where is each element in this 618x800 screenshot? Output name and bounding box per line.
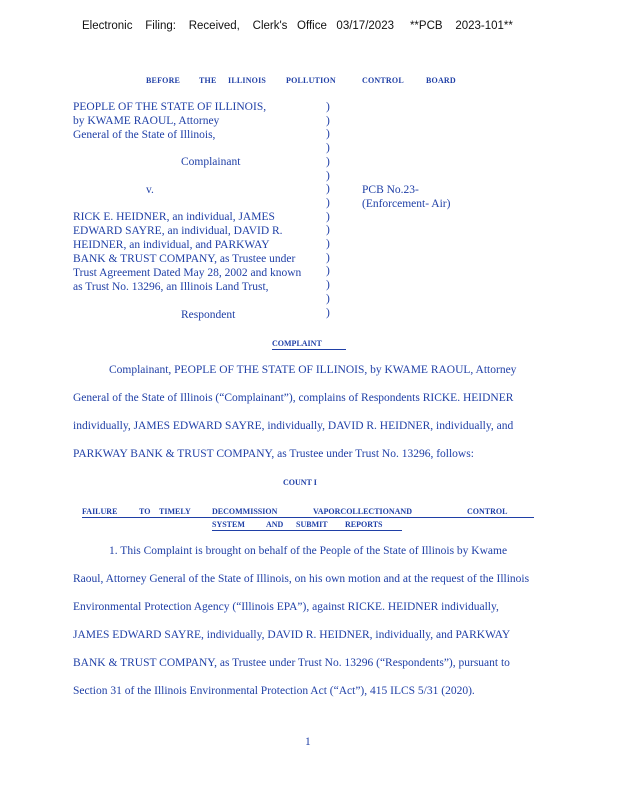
count-heading-word: VAPORCOLLECTIONAND: [313, 507, 412, 516]
count-label: COUNT I: [283, 478, 317, 487]
count-heading-word: CONTROL: [467, 507, 508, 516]
caption-defendant-line: EDWARD SAYRE, an individual, DAVID R.: [73, 225, 283, 237]
paragraph-line: 1. This Complaint is brought on behalf of the People of the State of Illinois by Kwame: [109, 545, 508, 557]
case-type: (Enforcement- Air): [362, 198, 451, 210]
complaint-title: COMPLAINT: [272, 339, 346, 350]
board-title-word: ILLINOIS: [228, 76, 267, 85]
paragraph-line: Environmental Protection Agency (“Illinois EPA”), against RICKE. HEIDNER individually,: [73, 601, 499, 613]
filing-stamp-header: Electronic Filing: Received, Clerk's Office 03/17/2023 **PCB 2023-101**: [82, 20, 513, 32]
board-title-word: CONTROL: [362, 76, 404, 85]
board-title-word: BOARD: [426, 76, 456, 85]
intro-line: Complainant, PEOPLE OF THE STATE OF ILLINOIS, by KWAME RAOUL, Attorney: [109, 364, 517, 376]
caption-defendant-line: as Trust No. 13296, an Illinois Land Trust,: [73, 281, 269, 293]
paragraph-line: BANK & TRUST COMPANY, as Trustee under Trust No. 13296 (“Respondents”), pursuant to: [73, 657, 510, 669]
count-heading-word: REPORTS: [345, 520, 383, 529]
count-heading-word: SUBMIT: [296, 520, 328, 529]
board-title-word: THE: [199, 76, 217, 85]
paragraph-line: Section 31 of the Illinois Environmental Protection Act (“Act”), 415 ILCS 5/31 (2020).: [73, 685, 475, 697]
caption-versus: v.: [146, 184, 154, 196]
caption-parentheses-column: ) ) ) ) ) ) ) ) ) ) ) ) ) ) ) ): [326, 101, 330, 319]
count-heading-word: FAILURE: [82, 507, 118, 516]
caption-defendant-line: RICK E. HEIDNER, an individual, JAMES: [73, 211, 275, 223]
intro-line: PARKWAY BANK & TRUST COMPANY, as Trustee under Trust No. 13296, follows:: [73, 448, 474, 460]
caption-plaintiff-line: General of the State of Illinois,: [73, 129, 216, 141]
caption-defendant-line: HEIDNER, an individual, and PARKWAY: [73, 239, 270, 251]
count-heading-word: AND: [266, 520, 284, 529]
page-number: 1: [305, 736, 311, 748]
paragraph-line: Raoul, Attorney General of the State of Illinois, on his own motion and at the request of the Illinois: [73, 573, 530, 585]
heading-underline: [212, 530, 402, 531]
heading-underline: [82, 517, 534, 518]
count-heading-word: DECOMMISSION: [212, 507, 278, 516]
count-heading-word: SYSTEM: [212, 520, 245, 529]
board-title-word: BEFORE: [146, 76, 181, 85]
intro-line: individually, JAMES EDWARD SAYRE, individually, DAVID R. HEIDNER, individually, and: [73, 420, 514, 432]
caption-plaintiff-line: PEOPLE OF THE STATE OF ILLINOIS,: [73, 101, 267, 113]
board-title-word: POLLUTION: [286, 76, 336, 85]
caption-defendant-line: Trust Agreement Dated May 28, 2002 and known: [73, 267, 302, 279]
paragraph-line: JAMES EDWARD SAYRE, individually, DAVID R. HEIDNER, individually, and PARKWAY: [73, 629, 511, 641]
caption-complainant-label: Complainant: [181, 156, 241, 168]
caption-respondent-label: Respondent: [181, 309, 236, 321]
caption-plaintiff-line: by KWAME RAOUL, Attorney: [73, 115, 220, 127]
case-number: PCB No.23-: [362, 184, 419, 196]
count-heading-word: TIMELY: [159, 507, 191, 516]
caption-defendant-line: BANK & TRUST COMPANY, as Trustee under: [73, 253, 296, 265]
intro-line: General of the State of Illinois (“Complainant”), complains of Respondents RICKE. HEIDNER: [73, 392, 514, 404]
count-heading-word: TO: [139, 507, 151, 516]
